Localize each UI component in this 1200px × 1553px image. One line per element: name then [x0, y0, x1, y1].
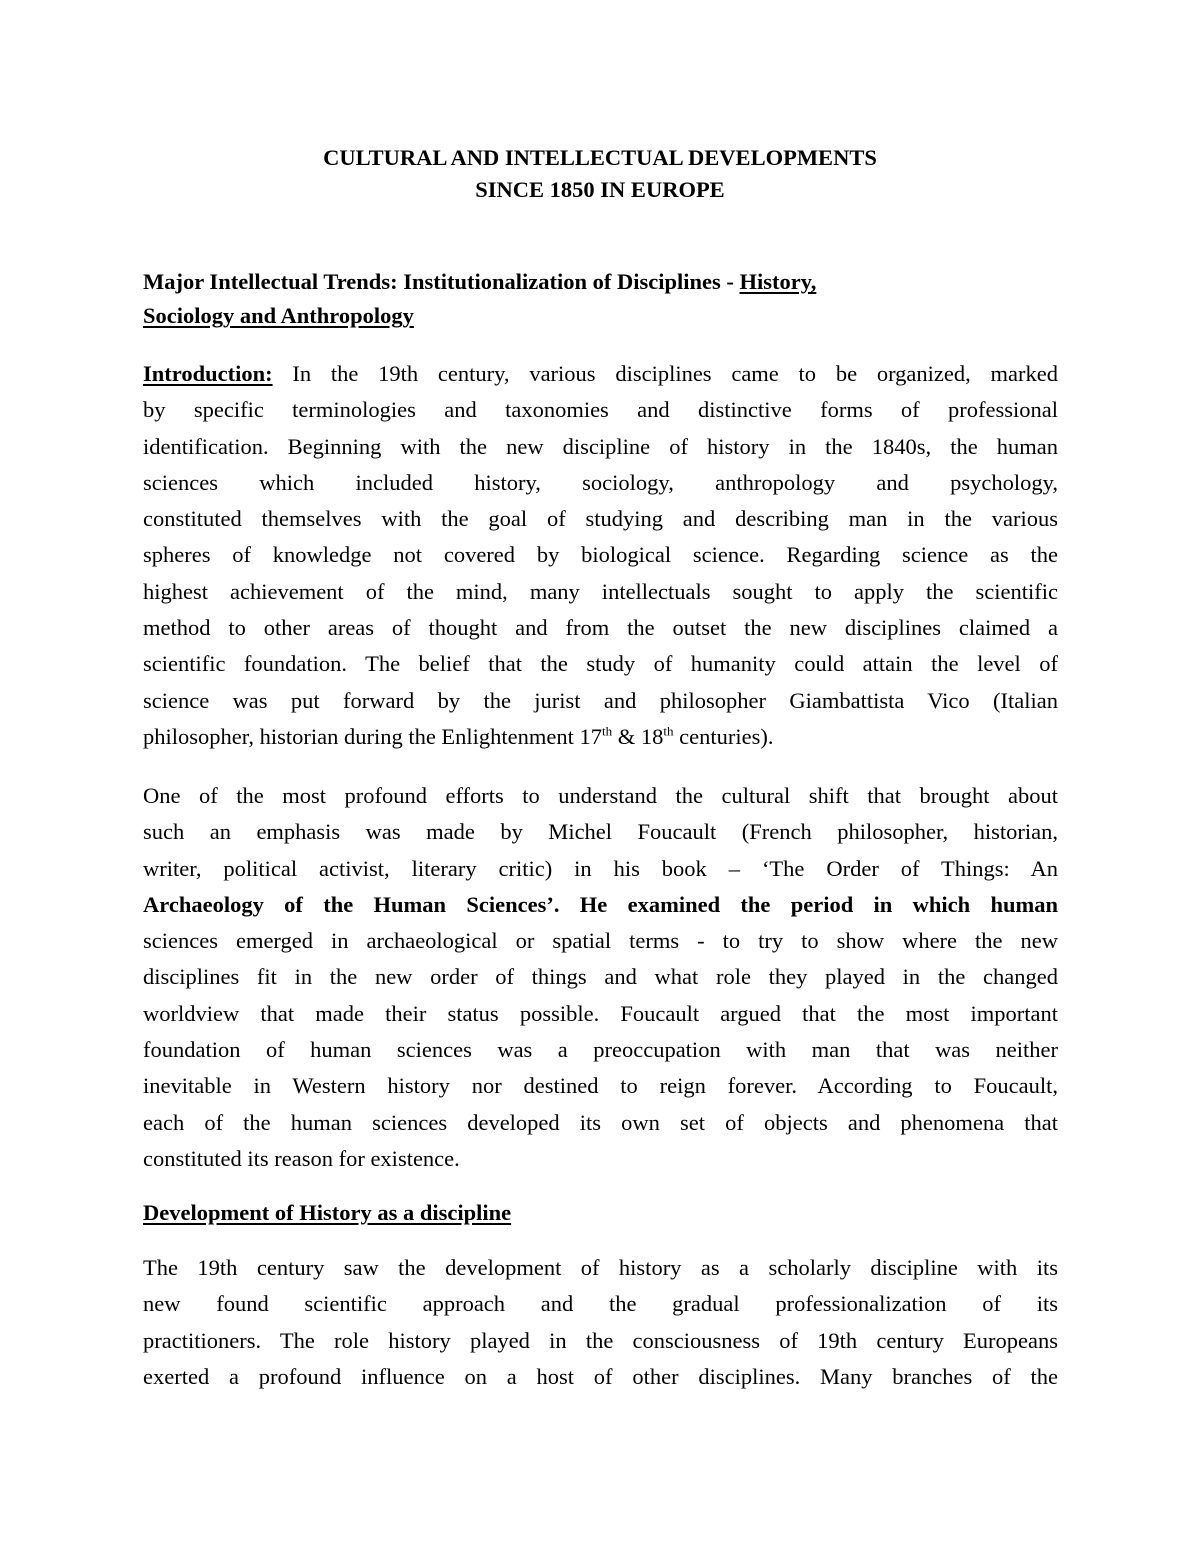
paragraph-line: such an emphasis was made by Michel Foucault (French philosopher, historian,	[143, 819, 1058, 845]
foucault-paragraph	[143, 778, 1058, 1177]
introduction-label: Introduction:	[143, 361, 273, 386]
line-text: philosopher, historian during the Enlightenment 17	[143, 723, 603, 749]
paragraph-line: science was put forward by the jurist and philosopher Giambattista Vico (Italian	[143, 687, 1058, 713]
line-text: centuries).	[673, 723, 774, 749]
paragraph-line: constituted its reason for existence.	[143, 1145, 460, 1171]
paragraph-line: foundation of human sciences was a preoccupation with man that was neither	[143, 1037, 1058, 1063]
paragraph-line: worldview that made their status possible. Foucault argued that the most important	[143, 1000, 1058, 1026]
paragraph-line	[143, 356, 1058, 392]
paragraph-line: exerted a profound influence on a host of other disciplines. Many branches of the	[143, 1363, 1058, 1389]
superscript: th	[602, 723, 613, 739]
paragraph-line: method to other areas of thought and from the outset the new disciplines claimed a	[143, 615, 1058, 641]
paragraph-line: each of the human sciences developed its own set of objects and phenomena that	[143, 1109, 1058, 1135]
paragraph-line: disciplines fit in the new order of things and what role they played in the changed	[143, 964, 1058, 990]
subheading-underlined-1: History,	[739, 269, 817, 294]
subheading-prefix: Major Intellectual Trends: Institutionalization of Disciplines -	[143, 269, 740, 294]
section-subheading	[143, 265, 1058, 333]
paragraph-line: new found scientific approach and the gradual professionalization of its	[143, 1291, 1058, 1317]
paragraph-line: One of the most profound efforts to understand the cultural shift that brought about	[143, 783, 1058, 808]
title-line-2: SINCE 1850 IN EUROPE	[475, 177, 725, 202]
history-paragraph	[143, 1250, 1058, 1395]
line-text: In the 19th century, various disciplines came to be organized, marked	[272, 361, 1058, 386]
paragraph-line: writer, political activist, literary critic) in his book – ‘The Order of Things: An	[143, 855, 1058, 881]
paragraph-line: The 19th century saw the development of history as a scholarly discipline with its	[143, 1255, 1058, 1280]
paragraph-line	[143, 719, 1058, 755]
line-text: & 18	[612, 723, 664, 749]
paragraph-line: spheres of knowledge not covered by biological science. Regarding science as the	[143, 542, 1058, 568]
paragraph-line: highest achievement of the mind, many intellectuals sought to apply the scientific	[143, 578, 1058, 604]
subheading-underlined-2: Sociology and Anthropology	[143, 303, 414, 328]
document-title	[0, 142, 1200, 206]
paragraph-line: sciences emerged in archaeological or spatial terms - to try to show where the new	[143, 928, 1058, 954]
paragraph-line: by specific terminologies and taxonomies and distinctive forms of professional	[143, 397, 1058, 423]
paragraph-line: constituted themselves with the goal of studying and describing man in the various	[143, 506, 1058, 532]
paragraph-line: Archaeology of the Human Sciences’. He examined the period in which human	[143, 891, 1058, 917]
introduction-paragraph	[143, 356, 1058, 755]
paragraph-line: inevitable in Western history nor destined to reign forever. According to Foucault,	[143, 1073, 1058, 1099]
paragraph-line: sciences which included history, sociology, anthropology and psychology,	[143, 469, 1058, 495]
paragraph-line: identification. Beginning with the new discipline of history in the 1840s, the human	[143, 433, 1058, 459]
title-line-1: CULTURAL AND INTELLECTUAL DEVELOPMENTS	[323, 145, 877, 170]
superscript: th	[663, 723, 674, 739]
history-heading: Development of History as a discipline	[143, 1200, 512, 1225]
paragraph-line: practitioners. The role history played in the consciousness of 19th century Europeans	[143, 1327, 1058, 1353]
paragraph-line: scientific foundation. The belief that the study of humanity could attain the level of	[143, 651, 1058, 677]
